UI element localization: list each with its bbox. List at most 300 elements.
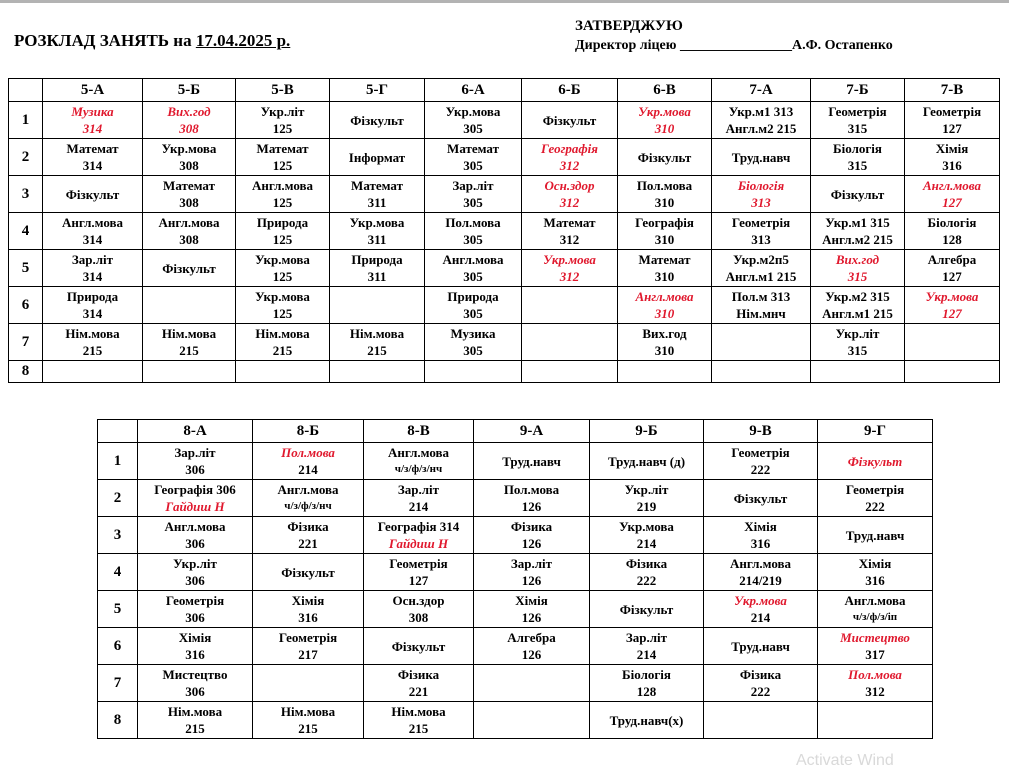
lesson-cell [590, 517, 704, 554]
subject-name: Нім.мова [255, 326, 310, 341]
lesson-cell [590, 554, 704, 591]
subject-name: Хімія [515, 593, 548, 608]
subject-name: Нім.мова [167, 704, 223, 719]
lesson-cell [474, 591, 590, 628]
room-or-detail: 314 [82, 232, 103, 247]
lesson-number: 7 [9, 324, 43, 361]
subject-name: Нім.мова [65, 326, 120, 341]
room-or-detail: 306 [185, 684, 205, 699]
room-or-detail: ч/з/ф/з/нч [394, 463, 443, 475]
lesson-cell [43, 361, 143, 383]
room-or-detail: 308 [179, 121, 199, 136]
room-or-detail: 315 [847, 343, 868, 358]
room-or-detail: 305 [463, 306, 483, 321]
room-or-detail: 311 [367, 195, 387, 210]
subject-name: Алгебра [927, 252, 977, 267]
lesson-cell [253, 665, 364, 702]
lesson-cell [474, 702, 590, 739]
lesson-cell [236, 250, 330, 287]
schedule-table-grades-5-7 [8, 78, 1000, 383]
lesson-cell [704, 628, 818, 665]
room-or-detail: 312 [559, 158, 580, 173]
lesson-cell [425, 361, 522, 383]
lesson-number: 2 [98, 480, 138, 517]
room-or-detail: 125 [272, 306, 293, 321]
subject-name: Укр.мова [349, 215, 405, 230]
subject-name: Хімія [178, 630, 212, 645]
subject-name: Укр.літ [624, 482, 669, 497]
room-or-detail: 313 [751, 232, 771, 247]
lesson-cell [43, 324, 143, 361]
page-title [14, 31, 290, 51]
lesson-row [9, 324, 1000, 361]
room-or-detail: 306 [185, 573, 205, 588]
approval-block [575, 16, 893, 56]
activation-watermark: Activate Wind [796, 752, 894, 769]
subject-name: Англ.мова [387, 445, 450, 460]
subject-name: Фізкульт [281, 564, 335, 580]
lesson-cell [618, 361, 712, 383]
room-or-detail: 310 [654, 306, 675, 321]
corner-cell [98, 420, 138, 443]
lesson-cell [905, 139, 1000, 176]
lesson-cell [818, 665, 933, 702]
subject-name: Англ.мова [164, 519, 226, 534]
lesson-number: 4 [9, 213, 43, 250]
lesson-cell [474, 665, 590, 702]
room-or-detail: 215 [408, 721, 429, 736]
room-or-detail: 315 [847, 121, 868, 136]
subject-name: Пол.мова [503, 482, 560, 497]
room-or-detail: 314 [82, 158, 103, 173]
subject-name: Фізкульт [637, 149, 692, 165]
subject-name: Природа [447, 289, 499, 304]
lesson-cell [143, 102, 236, 139]
room-or-detail: 305 [463, 121, 483, 136]
room-or-detail: 126 [521, 499, 542, 514]
lesson-cell [811, 361, 905, 383]
subject-name: Нім.мова [280, 704, 336, 719]
lesson-cell [138, 665, 253, 702]
room-or-detail: 126 [521, 573, 542, 588]
room-or-detail: Нім.мнч [736, 306, 786, 321]
subject-name: Осн.здор [544, 178, 595, 193]
lesson-cell [618, 213, 712, 250]
room-or-detail: 315 [847, 269, 868, 284]
subject-name: Зар.літ [71, 252, 114, 267]
subject-name: Укр.м1 313 [728, 104, 794, 119]
subject-name: Зар.літ [452, 178, 494, 193]
room-or-detail: 214 [750, 610, 771, 625]
lesson-cell [905, 250, 1000, 287]
lesson-cell [138, 628, 253, 665]
lesson-number: 6 [9, 287, 43, 324]
lesson-row [98, 517, 933, 554]
lesson-cell [138, 702, 253, 739]
lesson-cell [330, 250, 425, 287]
lesson-cell [712, 324, 811, 361]
room-or-detail: 305 [463, 232, 483, 247]
lesson-row [9, 176, 1000, 213]
room-or-detail: 314 [82, 306, 103, 321]
subject-name: Англ.мова [442, 252, 504, 267]
room-or-detail: 127 [942, 306, 962, 321]
subject-name: Географія 314 [377, 519, 460, 534]
lesson-cell [590, 665, 704, 702]
subject-name: Мистецтво [840, 630, 910, 645]
lesson-number: 1 [98, 443, 138, 480]
class-header: 5-А [43, 79, 143, 102]
lesson-cell [43, 139, 143, 176]
lesson-cell [330, 213, 425, 250]
lesson-number: 5 [9, 250, 43, 287]
subject-name: Фізкульт [350, 112, 404, 128]
lesson-cell [811, 176, 905, 213]
subject-name: Географія 306 [154, 482, 236, 497]
room-or-detail: 222 [750, 462, 771, 477]
room-or-detail: 125 [272, 121, 293, 136]
subject-name: Пол.м 313 [731, 289, 791, 304]
subject-name: Англ.мова [635, 289, 694, 304]
subject-name: Математ [256, 141, 309, 156]
subject-name: Фізкульт [733, 490, 788, 506]
lesson-cell [704, 554, 818, 591]
lesson-cell [818, 702, 933, 739]
lesson-cell [712, 213, 811, 250]
subject-name: Біологія [927, 215, 977, 230]
lesson-cell [712, 361, 811, 383]
lesson-cell [618, 102, 712, 139]
subject-name: Укр.мова [925, 289, 979, 304]
lesson-number: 8 [98, 702, 138, 739]
subject-name: Англ.мова [158, 215, 220, 230]
lesson-number: 1 [9, 102, 43, 139]
class-header: 8-А [138, 420, 253, 443]
lesson-cell [425, 139, 522, 176]
subject-name: Укр.літ [173, 556, 217, 571]
subject-name: Зар.літ [625, 630, 668, 645]
room-or-detail: 308 [179, 232, 199, 247]
subject-name: Англ.мова [251, 178, 314, 193]
subject-name: Труд.навч (д) [607, 453, 686, 469]
subject-name: Пол.мова [445, 215, 501, 230]
subject-name: Укр.мова [638, 104, 691, 119]
lesson-cell [138, 554, 253, 591]
lesson-cell [618, 287, 712, 324]
room-or-detail: ч/з/ф/з/нч [284, 500, 332, 512]
subject-name: Англ.мова [844, 593, 906, 608]
subject-name: Нім.мова [161, 326, 217, 341]
lesson-row [9, 287, 1000, 324]
lesson-row [98, 554, 933, 591]
lesson-cell [138, 591, 253, 628]
subject-name: Математ [447, 141, 499, 156]
subject-name: Математ [543, 215, 596, 230]
lesson-row [98, 591, 933, 628]
lesson-cell [474, 517, 590, 554]
subject-name: Укр.м2 315 [825, 289, 890, 304]
room-or-detail: 127 [942, 121, 962, 136]
lesson-row [98, 665, 933, 702]
room-or-detail: 215 [298, 721, 318, 736]
class-header: 6-А [425, 79, 522, 102]
subject-name: Вих.год [642, 326, 687, 341]
lesson-cell [522, 213, 618, 250]
room-or-detail: Гайдиш Н [388, 536, 449, 551]
lesson-cell [905, 324, 1000, 361]
director-signature-line: Директор ліцею ________________А.Ф. Остапенко [575, 38, 893, 53]
subject-name: Географія [635, 215, 694, 230]
lesson-cell [811, 324, 905, 361]
corner-cell [9, 79, 43, 102]
subject-name: Фізкульт [542, 112, 597, 128]
lesson-cell [236, 139, 330, 176]
lesson-cell [425, 213, 522, 250]
lesson-cell [143, 176, 236, 213]
subject-name: Укр.мова [161, 141, 217, 156]
lesson-cell [522, 287, 618, 324]
subject-name: Осн.здор [392, 593, 445, 608]
subject-name: Природа [256, 215, 309, 230]
room-or-detail: 308 [179, 158, 199, 173]
lesson-number: 3 [9, 176, 43, 213]
lesson-cell [712, 139, 811, 176]
room-or-detail: 127 [408, 573, 429, 588]
subject-name: Математ [66, 141, 119, 156]
lesson-cell [253, 628, 364, 665]
subject-name: Укр.мова [619, 519, 674, 534]
room-or-detail: 221 [298, 536, 318, 551]
subject-name: Математ [351, 178, 403, 193]
class-header: 8-Б [253, 420, 364, 443]
lesson-number: 8 [9, 361, 43, 383]
lesson-cell [253, 554, 364, 591]
subject-name: Природа [66, 289, 119, 304]
lesson-cell [138, 443, 253, 480]
subject-name: Інформат [348, 149, 406, 165]
room-or-detail: 317 [865, 647, 885, 662]
title-date: 17.04.2025 р. [195, 31, 291, 50]
room-or-detail: 126 [521, 647, 542, 662]
subject-name: Зар.літ [397, 482, 440, 497]
lesson-cell [811, 102, 905, 139]
lesson-cell [818, 517, 933, 554]
class-header: 9-А [474, 420, 590, 443]
room-or-detail: 215 [367, 343, 387, 358]
top-border [0, 0, 1009, 3]
subject-name: Англ.мова [729, 556, 792, 571]
class-header: 5-Б [143, 79, 236, 102]
room-or-detail: 126 [521, 610, 542, 625]
subject-name: Зар.літ [174, 445, 216, 460]
room-or-detail: 215 [179, 343, 199, 358]
room-or-detail: 316 [298, 610, 318, 625]
lesson-cell [425, 176, 522, 213]
class-header: 8-В [364, 420, 474, 443]
lesson-cell [618, 324, 712, 361]
lesson-cell [905, 176, 1000, 213]
lesson-cell [236, 176, 330, 213]
lesson-cell [811, 213, 905, 250]
subject-name: Геометрія [845, 482, 905, 497]
subject-name: Фізкульт [162, 260, 216, 276]
subject-name: Геометрія [389, 556, 448, 571]
room-or-detail: 310 [654, 195, 675, 210]
room-or-detail: 316 [185, 647, 205, 662]
room-or-detail: Англ.м1 215 [822, 306, 893, 321]
subject-name: Укр.м2п5 [733, 252, 789, 267]
lesson-cell [253, 517, 364, 554]
lesson-cell [704, 443, 818, 480]
room-or-detail: 215 [272, 343, 293, 358]
lesson-cell [811, 250, 905, 287]
subject-name: Фізика [287, 519, 329, 534]
lesson-cell [811, 139, 905, 176]
room-or-detail: 316 [942, 158, 962, 173]
subject-name: Пол.мова [636, 178, 693, 193]
lesson-cell [236, 324, 330, 361]
subject-name: Математ [163, 178, 215, 193]
lesson-cell [590, 591, 704, 628]
subject-name: Біологія [833, 141, 882, 156]
room-or-detail: 305 [463, 195, 483, 210]
lesson-cell [138, 517, 253, 554]
room-or-detail: 222 [865, 499, 885, 514]
lesson-cell [364, 628, 474, 665]
class-header: 6-В [618, 79, 712, 102]
class-header: 5-Г [330, 79, 425, 102]
lesson-cell [818, 443, 933, 480]
schedule-table-grades-8-9 [97, 419, 933, 739]
lesson-cell [704, 591, 818, 628]
room-or-detail: 125 [272, 269, 293, 284]
lesson-cell [811, 287, 905, 324]
class-header: 7-А [712, 79, 811, 102]
lesson-cell [590, 702, 704, 739]
lesson-cell [330, 139, 425, 176]
subject-name: Англ.мова [277, 482, 339, 497]
subject-name: Алгебра [507, 630, 556, 645]
lesson-cell [364, 665, 474, 702]
room-or-detail: 306 [185, 536, 205, 551]
room-or-detail: 221 [408, 684, 429, 699]
lesson-cell [330, 176, 425, 213]
room-or-detail: 214 [636, 536, 657, 551]
subject-name: Геометрія [922, 104, 982, 119]
subject-name: Укр.мова [543, 252, 596, 267]
lesson-cell [474, 554, 590, 591]
lesson-cell [143, 287, 236, 324]
room-or-detail: 222 [636, 573, 657, 588]
room-or-detail: 311 [367, 269, 387, 284]
lesson-cell [364, 480, 474, 517]
room-or-detail: 219 [636, 499, 657, 514]
lesson-cell [236, 287, 330, 324]
class-header: 9-Г [818, 420, 933, 443]
lesson-cell [330, 102, 425, 139]
subject-name: Пол.мова [848, 667, 902, 682]
subject-name: Мистецтво [162, 667, 228, 682]
room-or-detail: 311 [367, 232, 387, 247]
lesson-row [98, 628, 933, 665]
room-or-detail: 313 [751, 195, 771, 210]
lesson-row [9, 139, 1000, 176]
lesson-number: 4 [98, 554, 138, 591]
lesson-cell [618, 176, 712, 213]
room-or-detail: 316 [750, 536, 771, 551]
subject-name: Геометрія [278, 630, 338, 645]
room-or-detail: 310 [654, 121, 675, 136]
room-or-detail: 312 [559, 232, 580, 247]
room-or-detail: ч/з/ф/з/іп [852, 611, 898, 623]
lesson-cell [425, 102, 522, 139]
room-or-detail: 214/219 [739, 573, 782, 588]
lesson-cell [330, 361, 425, 383]
lesson-cell [253, 591, 364, 628]
class-header: 6-Б [522, 79, 618, 102]
subject-name: Музика [450, 326, 496, 341]
lesson-cell [330, 324, 425, 361]
room-or-detail: 215 [185, 721, 205, 736]
lesson-cell [43, 213, 143, 250]
lesson-cell [704, 665, 818, 702]
lesson-cell [474, 480, 590, 517]
room-or-detail: Англ.м2 215 [725, 121, 797, 136]
class-header: 5-В [236, 79, 330, 102]
room-or-detail: 126 [521, 536, 542, 551]
lesson-row [9, 213, 1000, 250]
subject-name: Музика [71, 104, 114, 119]
lesson-cell [330, 287, 425, 324]
subject-name: Фізика [397, 667, 440, 682]
class-header: 9-В [704, 420, 818, 443]
room-or-detail: 316 [865, 573, 885, 588]
subject-name: Хімія [744, 519, 777, 534]
subject-name: Нім.мова [349, 326, 405, 341]
subject-name: Фізкульт [830, 186, 885, 202]
room-or-detail: Труд.навч(х) [609, 712, 684, 728]
lesson-row [98, 480, 933, 517]
lesson-cell [522, 324, 618, 361]
room-or-detail: 305 [463, 343, 483, 358]
lesson-cell [905, 213, 1000, 250]
room-or-detail: 312 [559, 195, 580, 210]
room-or-detail: Гайдиш Н [165, 499, 225, 514]
lesson-cell [712, 176, 811, 213]
room-or-detail: 306 [185, 610, 205, 625]
subject-name: Англ.мова [922, 178, 982, 193]
lesson-number: 2 [9, 139, 43, 176]
lesson-cell [143, 324, 236, 361]
class-header: 9-Б [590, 420, 704, 443]
room-or-detail: 306 [185, 462, 205, 477]
room-or-detail: 128 [636, 684, 657, 699]
room-or-detail: 214 [408, 499, 429, 514]
subject-name: Укр.літ [260, 104, 305, 119]
subject-name: Геометрія [828, 104, 887, 119]
lesson-cell [712, 102, 811, 139]
subject-name: Хімія [858, 556, 892, 571]
room-or-detail: 222 [750, 684, 771, 699]
lesson-cell [590, 628, 704, 665]
subject-name: Геометрія [165, 593, 225, 608]
subject-name: Геометрія [731, 215, 791, 230]
subject-name: Фізкульт [847, 453, 903, 469]
lesson-cell [522, 250, 618, 287]
lesson-cell [253, 480, 364, 517]
subject-name: Труд.навч [502, 453, 561, 469]
lesson-cell [818, 480, 933, 517]
